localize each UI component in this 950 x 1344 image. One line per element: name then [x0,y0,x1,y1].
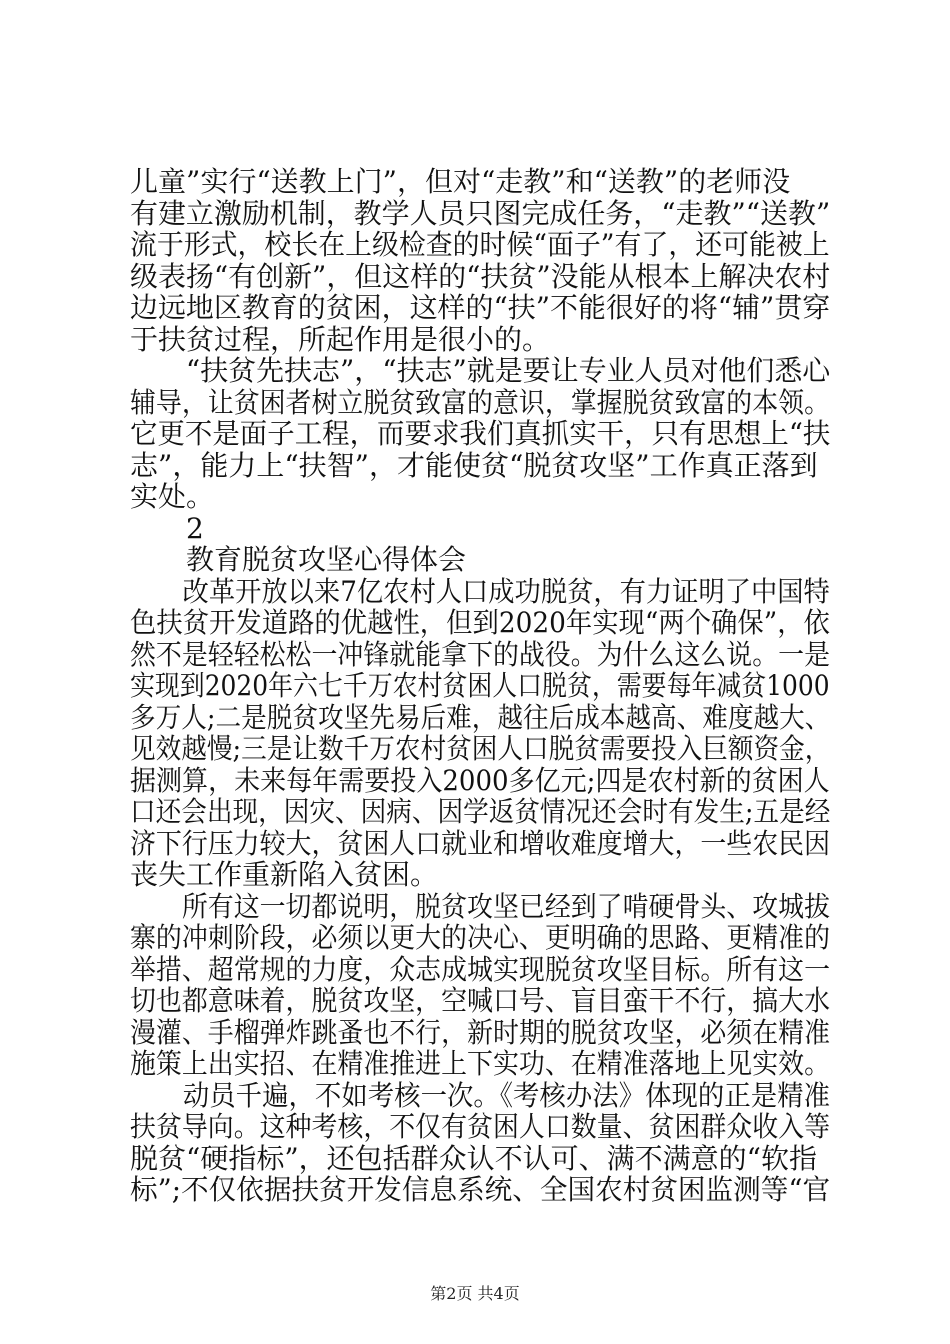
text-line: 见效越慢;三是让数千万农村贫困人口脱贫需要投入巨额资金， [130,732,831,765]
text-line: 举措、超常规的力度，众志成城实现脱贫攻坚目标。所有这一 [130,953,831,986]
text-line: 切也都意味着，脱贫攻坚，空喊口号、盲目蛮干不行，搞大水 [130,984,831,1017]
text-line: 色扶贫开发道路的优越性，但到2020年实现“两个确保”，依 [130,606,830,639]
text-line: 脱贫“硬指标”，还包括群众认不认可、满不满意的“软指 [130,1142,817,1175]
text-line: 然不是轻轻松松一冲锋就能拿下的战役。为什么这么说。一是 [130,638,831,671]
page-footer: 第2页 共4页 [430,1284,520,1303]
text-line: 济下行压力较大，贫困人口就业和增收难度增大，一些农民因 [130,827,831,860]
text-line: 志”，能力上“扶智”，才能使贫“脱贫攻坚”工作真正落到 [130,449,818,482]
text-line: 所有这一切都说明，脱贫攻坚已经到了啃硬骨头、攻城拔 [130,890,831,923]
section-title: 教育脱贫攻坚心得体会 [130,543,467,576]
text-line: 施策上出实招、在精准推进上下实功、在精准落地上见实效。 [130,1047,831,1080]
text-line: 漫灌、手榴弹炸跳蚤也不行，新时期的脱贫攻坚，必须在精准 [130,1016,831,1049]
text-line: 流于形式，校长在上级检查的时候“面子”有了，还可能被上 [130,228,830,261]
text-line: 边远地区教育的贫困，这样的“扶”不能很好的将“辅”贯穿 [130,291,831,324]
text-line: 动员千遍，不如考核一次。《考核办法》体现的正是精准 [130,1079,831,1112]
text-line: 据测算，未来每年需要投入2000多亿元;四是农村新的贫困人 [130,764,830,797]
text-line: 有建立激励机制，教学人员只图完成任务，“走教”“送教” [130,197,831,230]
text-line: 实现到2020年六七千万农村贫困人口脱贫，需要每年减贫1000 [130,669,830,702]
text-line: 寨的冲刺阶段，必须以更大的决心、更明确的思路、更精准的 [130,921,831,954]
text-line: 丧失工作重新陷入贫困。 [130,858,439,891]
text-line: 口还会出现，因灾、因病、因学返贫情况还会时有发生;五是经 [130,795,831,828]
text-line: 多万人;二是脱贫攻坚先易后难，越往后成本越高、难度越大、 [130,701,831,734]
text-line: “扶贫先扶志”，“扶志”就是要让专业人员对他们悉心 [130,354,831,387]
page-number-marker: 2 [130,512,204,545]
text-line: 辅导，让贫困者树立脱贫致富的意识，掌握脱贫致富的本领。 [130,386,831,419]
text-line: 儿童”实行“送教上门”，但对“走教”和“送教”的老师没 [130,165,791,198]
text-line: 实处。 [130,480,215,513]
text-line: 于扶贫过程，所起作用是很小的。 [130,323,551,356]
text-line: 扶贫导向。这种考核，不仅有贫困人口数量、贫困群众收入等 [130,1110,831,1143]
text-line: 它更不是面子工程，而要求我们真抓实干，只有思想上“扶 [130,417,831,450]
text-line: 改革开放以来7亿农村人口成功脱贫，有力证明了中国特 [130,575,830,608]
text-line: 标”;不仅依据扶贫开发信息系统、全国农村贫困监测等“官 [130,1173,831,1206]
text-line: 级表扬“有创新”，但这样的“扶贫”没能从根本上解决农村 [130,260,831,293]
